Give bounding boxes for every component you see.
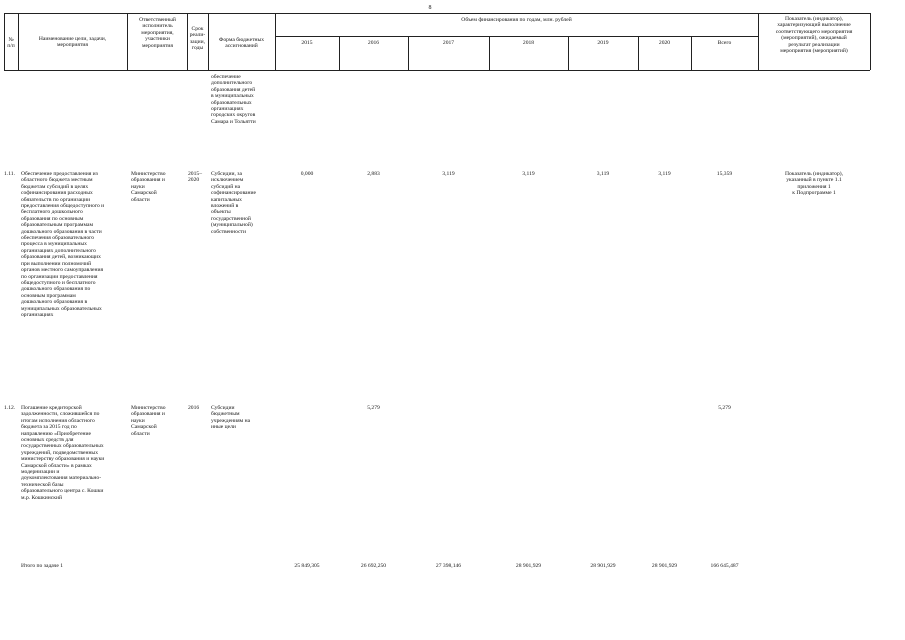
- row-responsible: Министерство образования и науки Самарской области: [131, 171, 166, 203]
- row-value: 3,119: [596, 171, 610, 177]
- header-col-indicator: Показатель (индикатор), характеризующий выполнение соответствующего мероприятия (мероприятий), ожидаемый результат реализации мероприятия (мероприятий): [775, 16, 853, 55]
- row-term: 2016: [188, 405, 200, 411]
- row-responsible: Министерство образования и науки Самарской области: [131, 405, 166, 437]
- header-col-term: Срок реали- зации, годы: [189, 26, 206, 52]
- header-col-volume: Объем финансирования по годам, млн. рублей: [461, 17, 572, 23]
- header-col-form: Форма бюджетных ассигнований: [218, 37, 265, 50]
- row-value: 0,000: [300, 171, 314, 177]
- row-number: 1.11.: [4, 171, 15, 177]
- total-value: 28 901,929: [651, 563, 678, 569]
- total-sum: 166 645,487: [710, 563, 739, 569]
- header-year: 2018: [522, 40, 535, 46]
- row-total: 5,279: [718, 405, 731, 411]
- header-col-name: Наименование цели, задачи, мероприятия: [38, 36, 107, 49]
- total-value: 25 849,305: [294, 563, 320, 569]
- total-value: 27 398,146: [435, 563, 462, 569]
- total-value: 28 901,929: [515, 563, 542, 569]
- row-form: Субсидии бюджетным учреждениям на иные цели: [211, 405, 251, 431]
- row-indicator: Показатель (индикатор), указанный в пункте 1.1 приложения 1 к Подпрограмме 1: [784, 171, 844, 197]
- page-number: 8: [428, 5, 432, 11]
- row-term: 2015– 2020: [188, 171, 202, 184]
- header-total: Всего: [717, 40, 732, 46]
- header-year: 2019: [597, 40, 609, 46]
- header-year: 2015: [301, 40, 313, 46]
- row-value: 5,279: [367, 405, 380, 411]
- row-value: 3,119: [658, 171, 671, 177]
- total-value: 28 901,929: [590, 563, 616, 569]
- row-number: 1.12.: [4, 405, 16, 411]
- row-name: Погашение кредиторской задолженности, сложившейся по итогам исполнения областного бюджета за 2015 год по направлению «Приобретение основных средств для государственных образовательных учреждений, подведомственных министерству образования и науки Самарской области» в рамках модернизации и доукомплектования материально- технической базы образовательного центра с. Кошки м.р. Кошкинский: [21, 405, 105, 501]
- row-value: 3,119: [442, 171, 455, 177]
- header-col-responsible: Ответственный исполнитель мероприятия, участники мероприятия: [139, 17, 176, 49]
- header-year: 2017: [442, 40, 455, 46]
- row-name: Обеспечение предоставления из областного бюджета местным бюджетам субсидий в целях софинансирования расходных обязательств по организации предоставления общедоступного и бесплатного дошкольного образования по основным образовательным программам дошкольного образования в части обеспечения образовательного процесса в муниципальных организациях дополнительного образования детей, возникающих при выполнении полномочий органов местного самоуправления по организации предоставления общедоступного и бесплатного дошкольного образования по основным программам дошкольного образования в муниципальных образовательных организациях: [21, 171, 105, 318]
- row-form: Субсидии, за исключением субсидий на софинансирование капитальных вложений в объекты государственной (муниципальной) собственности: [211, 171, 256, 235]
- header-year: 2016: [367, 40, 380, 46]
- total-label: Итого по задаче 1: [21, 563, 64, 569]
- total-value: 26 692,250: [360, 563, 387, 569]
- header-col-num: № п/п: [7, 37, 15, 50]
- continuation-form-text: обеспечение дополнительного образования детей в муниципальных образовательных организациях городских округов Самара и Тольятти: [211, 74, 256, 125]
- row-total: 15,359: [716, 171, 733, 177]
- row-value: 3,119: [522, 171, 535, 177]
- header-year: 2020: [658, 40, 671, 46]
- row-value: 2,883: [367, 171, 380, 177]
